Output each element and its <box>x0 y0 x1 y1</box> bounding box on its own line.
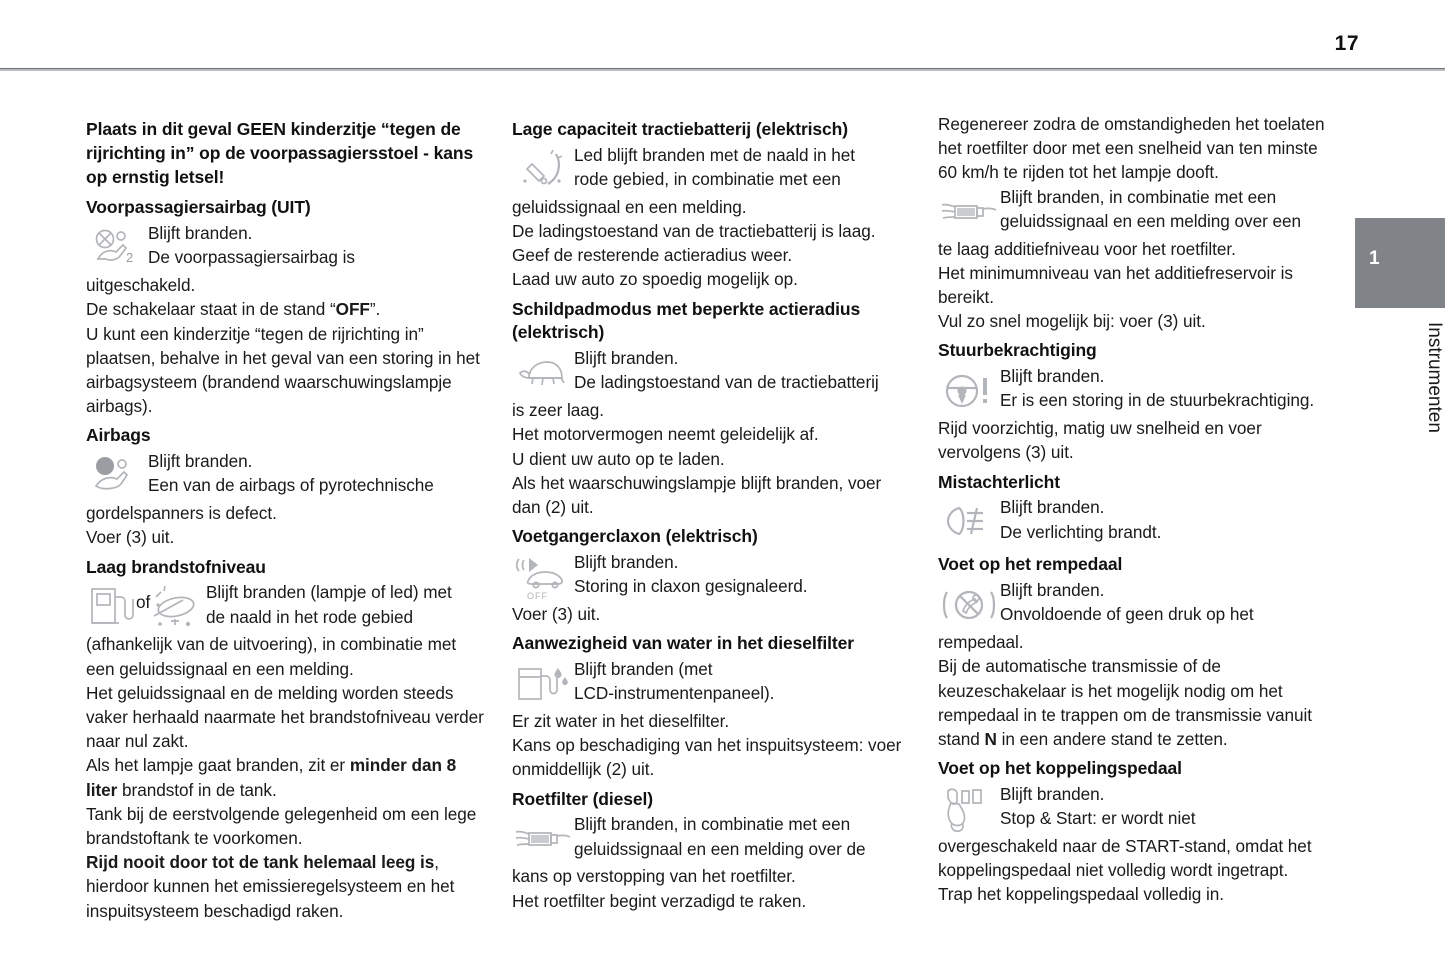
warning-lamp-entry <box>86 221 486 273</box>
body-paragraph: Geef de resterende actieradius weer. <box>512 245 793 266</box>
plain-text: Als het lampje gaat branden, zit er <box>86 755 350 776</box>
body-paragraph: Tank bij de eerstvolgende gelegenheid om een lege brandstoftank te voorkomen. <box>86 803 477 849</box>
emphasis-text: OFF <box>335 299 370 320</box>
warning-lamp-entry <box>512 143 912 195</box>
lamp-description-line: de naald in het rode gebied <box>206 606 413 627</box>
section-heading: Laag brandstofniveau <box>86 556 266 577</box>
lamp-description-line: De ladingstoestand van de tractiebatterij <box>574 372 879 393</box>
body-paragraph: is zeer laag. <box>512 400 605 421</box>
plain-text: Bij de automatische transmissie of de keuzeschakelaar is het mogelijk nodig om het rempedaal in te trappen om de transmissie vanuit stand <box>938 656 1313 750</box>
body-paragraph: overgeschakeld naar de START-stand, omdat het koppelingspedaal niet volledig wordt ingetrapt. <box>938 836 1312 881</box>
body-paragraph: Trap het koppelingspedaal volledig in. <box>938 884 1225 905</box>
lamp-description-line: Blijft branden (lampje of led) met <box>206 582 452 603</box>
body-paragraph: Laad uw auto zo spoedig mogelijk op. <box>512 269 798 290</box>
section-heading: Voetgangerclaxon (elektrisch) <box>512 526 758 547</box>
section-heading: Schildpadmodus met beperkte actieradius (elektrisch) <box>512 298 861 343</box>
section-heading: Voorpassagiersairbag (UIT) <box>86 197 311 218</box>
plain-text: in een andere stand te zetten. <box>996 729 1228 750</box>
body-paragraph: kans op verstopping van het roetfilter. <box>512 866 796 887</box>
section-heading: Aanwezigheid van water in het dieselfilter <box>512 633 854 654</box>
body-paragraph: te laag additiefniveau voor het roetfilter. <box>938 238 1236 259</box>
warning-lamp-entry <box>938 495 1338 547</box>
body-paragraph: Rijd voorzichtig, matig uw snelheid en voer vervolgens (3) uit. <box>938 418 1262 463</box>
body-paragraph: Vul zo snel mogelijk bij: voer (3) uit. <box>938 311 1206 332</box>
lamp-description-line: rode gebied, in combinatie met een <box>574 169 841 189</box>
warning-lamp-entry <box>86 580 486 632</box>
body-paragraph: Kans op beschadiging van het inspuitsysteem: voer onmiddellijk (2) uit. <box>512 735 902 780</box>
body-paragraph: (afhankelijk van de uitvoering), in combinatie met een geluidssignaal en een melding. <box>86 634 457 679</box>
lamp-description-line: Blijft branden, in combinatie met een <box>1000 186 1277 207</box>
rear-fog-light-icon <box>938 497 1000 547</box>
emphasis-text: minder dan 8 liter <box>86 755 457 800</box>
section-heading: Stuurbekrachtiging <box>938 340 1097 361</box>
warning-lamp-entry <box>86 449 486 501</box>
lamp-description-line: Blijft branden. <box>148 451 253 472</box>
lamp-description-line: LCD-instrumentenpaneel). <box>574 683 775 704</box>
body-paragraph: gordelspanners is defect. <box>86 503 277 524</box>
lamp-description-line: De verlichting brandt. <box>1000 521 1162 542</box>
body-paragraph: U dient uw auto op te laden. <box>512 448 725 469</box>
particulate-filter-icon <box>512 814 574 864</box>
plain-text: brandstof in de tank. <box>117 779 277 800</box>
body-paragraph: rempedaal. <box>938 632 1024 653</box>
lamp-description-line: geluidssignaal en een melding over een <box>1000 210 1302 231</box>
lamp-description-line: Blijft branden (met <box>574 659 713 680</box>
body-paragraph: U kunt een kinderzitje “tegen de rijrichting in” plaatsen, behalve in het geval van een storing in het airbagsysteem (brandend waarschuwingslampje airbags). <box>86 323 480 417</box>
body-paragraph: Regenereer zodra de omstandigheden het toelaten het roetfilter door met een snelheid van ten minste 60 km/h te rijden tot het lampje dooft. <box>938 114 1325 183</box>
battery-gauge-icon <box>512 145 574 195</box>
body-paragraph: Het minimumniveau van het additiefreservoir is bereikt. <box>938 262 1293 308</box>
section-heading: Mistachterlicht <box>938 471 1060 492</box>
lamp-description-line: Er is een storing in de stuurbekrachtiging. <box>1000 390 1315 411</box>
power-steering-icon <box>938 366 1000 416</box>
diesel-water-filter-icon <box>512 659 574 709</box>
particulate-filter-icon <box>938 187 1000 237</box>
lamp-description-line: Stop & Start: er wordt niet <box>1000 808 1196 829</box>
warning-lamp-entry <box>938 364 1338 416</box>
lamp-description-line: geluidssignaal en een melding over de <box>574 838 866 859</box>
body-paragraph: Er zit water in het dieselfilter. <box>512 711 730 732</box>
warning-lamp-entry <box>512 812 912 864</box>
plain-text: De schakelaar staat in de stand “ <box>86 299 336 320</box>
emphasis-text: N <box>984 729 997 750</box>
lamp-description-line: Blijft branden. <box>574 552 679 573</box>
warning-lamp-entry <box>512 346 912 398</box>
body-paragraph: Het geluidssignaal en de melding worden steeds vaker herhaald naarmate het brandstofniveau verder naar nul zakt. <box>86 682 484 752</box>
turtle-icon <box>512 348 574 398</box>
passenger-airbag-off-icon <box>86 223 148 273</box>
warning-lamp-entry <box>938 578 1338 630</box>
header-rule <box>0 68 1445 71</box>
body-paragraph <box>86 753 486 801</box>
section-heading: Plaats in dit geval GEEN kinderzitje “tegen de rijrichting in” op de voorpassagiersstoel - kans op ernstig letsel! <box>86 119 474 187</box>
lamp-description-line: Led blijft branden met de naald in het <box>574 144 855 165</box>
brake-pedal-icon <box>938 580 1000 630</box>
warning-lamp-entry <box>512 550 912 602</box>
lamp-description-line: Blijft branden. <box>1000 580 1105 601</box>
lamp-description-line: Blijft branden, in combinatie met een <box>574 814 851 835</box>
body-paragraph: Voer (3) uit. <box>86 527 175 548</box>
chapter-label: Instrumenten <box>1424 322 1445 433</box>
lamp-description-line: Onvoldoende of geen druk op het <box>1000 604 1254 625</box>
lamp-description-line: Blijft branden. <box>148 223 253 244</box>
body-paragraph: De ladingstoestand van de tractiebatterij is laag. <box>512 221 876 241</box>
airbag-icon <box>86 451 148 501</box>
body-paragraph: Voer (3) uit. <box>512 604 601 625</box>
emphasis-text: Rijd nooit door tot de tank helemaal leeg is <box>86 852 435 873</box>
body-paragraph: geluidssignaal en een melding. <box>512 196 747 217</box>
page-number: 17 <box>1334 32 1359 55</box>
body-paragraph: uitgeschakeld. <box>86 275 196 296</box>
pedestrian-horn-off-icon <box>512 552 574 602</box>
body-paragraph: Het motorvermogen neemt geleidelijk af. <box>512 424 819 445</box>
fuel-pump-and-gauge-icon <box>86 582 206 632</box>
section-heading: Airbags <box>86 425 151 446</box>
body-paragraph: Als het waarschuwingslampje blijft branden, voer dan (2) uit. <box>512 472 882 518</box>
svg-text:2: 2 <box>126 250 134 266</box>
chapter-tab <box>1355 218 1445 308</box>
lamp-description-line: Blijft branden. <box>1000 784 1105 805</box>
chapter-number: 1 <box>1369 248 1380 269</box>
body-paragraph: Het roetfilter begint verzadigd te raken. <box>512 890 807 911</box>
section-heading: Voet op het koppelingspedaal <box>938 758 1182 779</box>
body-paragraph <box>938 654 1338 751</box>
warning-lamp-entry <box>938 185 1338 237</box>
text-column-1 <box>86 112 486 923</box>
lamp-description-line: Storing in claxon gesignaleerd. <box>574 576 808 597</box>
lamp-description-line: De voorpassagiersairbag is <box>148 247 355 268</box>
body-paragraph <box>86 297 486 321</box>
warning-lamp-entry <box>512 657 912 709</box>
clutch-pedal-icon <box>938 784 1000 834</box>
lamp-description-line: Blijft branden. <box>1000 366 1105 387</box>
plain-text: ”. <box>369 299 381 320</box>
body-paragraph <box>86 850 486 923</box>
section-heading: Roetfilter (diesel) <box>512 788 654 809</box>
section-heading: Lage capaciteit tractiebatterij (elektrisch) <box>512 119 849 139</box>
text-column-2 <box>512 112 912 913</box>
warning-lamp-entry <box>938 782 1338 834</box>
plain-text: , hierdoor kunnen het emissieregelsysteem en het inspuitsysteem beschadigd raken. <box>86 852 455 921</box>
section-heading: Voet op het rempedaal <box>938 554 1123 575</box>
lamp-description-line: Blijft branden. <box>1000 497 1105 518</box>
svg-text:OFF: OFF <box>527 591 548 602</box>
lamp-description-line: Een van de airbags of pyrotechnische <box>148 475 434 496</box>
or-label: of <box>136 592 151 613</box>
lamp-description-line: Blijft branden. <box>574 348 679 369</box>
text-column-3 <box>938 112 1338 907</box>
